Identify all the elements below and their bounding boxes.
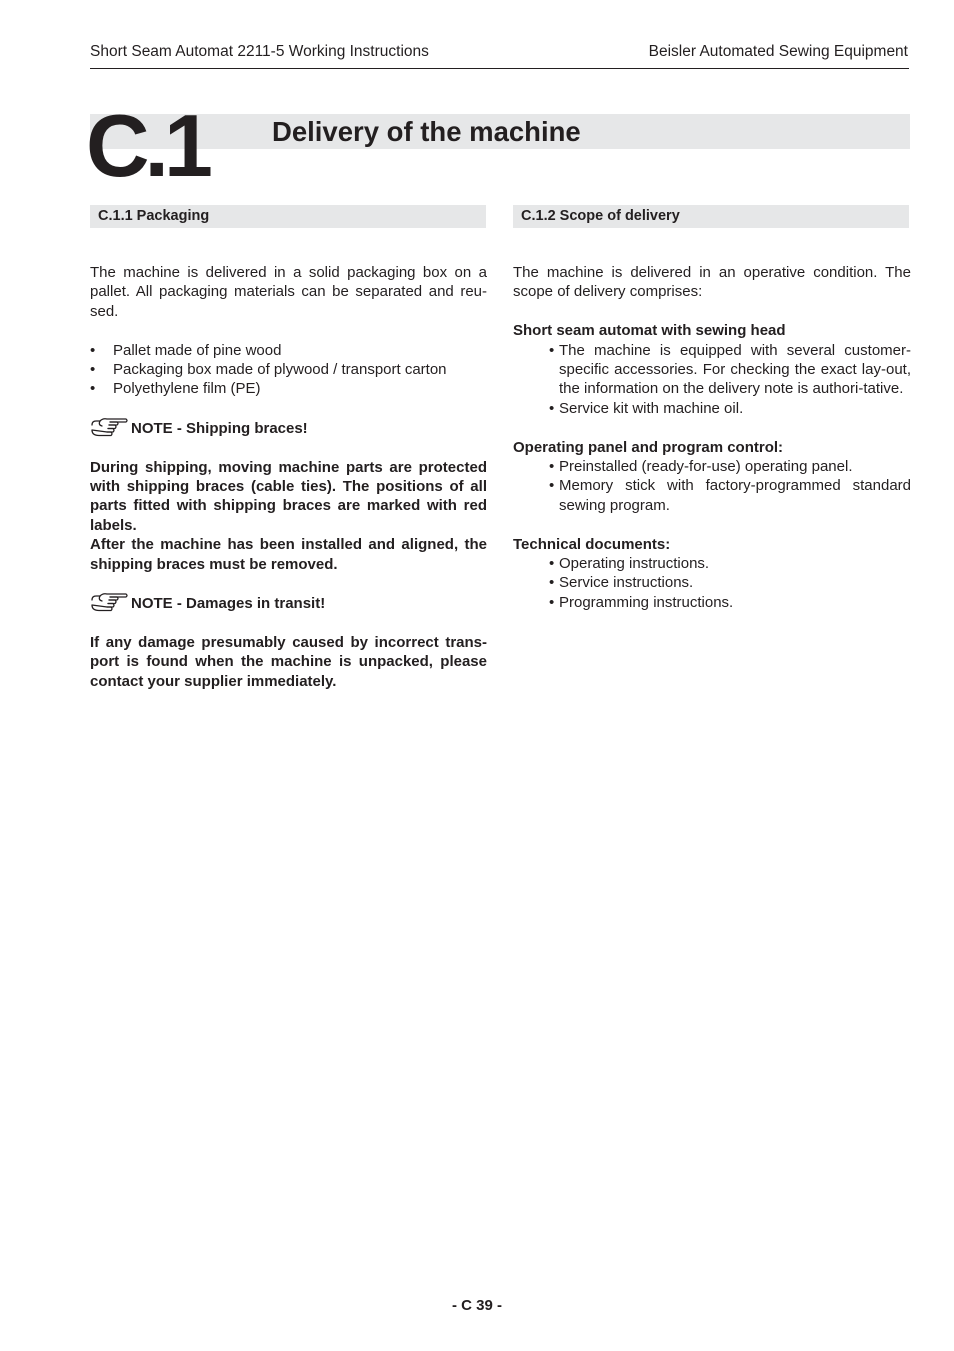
bullet: • — [549, 593, 555, 611]
section-heading-packaging: C.1.1 Packaging — [90, 205, 486, 228]
list-item: • Programming instructions. — [549, 593, 734, 611]
pointing-hand-icon — [90, 416, 128, 438]
note-text: During shipping, moving machine parts are protected with shipping braces (cable ties). The positions of all parts fitted with shipping braces are marked with red labels. — [90, 458, 487, 534]
section-heading-scope: C.1.2 Scope of delivery — [513, 205, 909, 228]
packaging-material-list — [90, 341, 487, 399]
list-item: • Service kit with machine oil. — [549, 399, 744, 417]
scope-group-title: Operating panel and program control: — [513, 438, 784, 456]
note-text: After the machine has been installed and aligned, the shipping braces must be removed. — [90, 536, 487, 573]
packaging-intro: The machine is delivered in a solid packaging box on a pallet. All packaging materials can be separated and reu-sed. — [90, 264, 487, 320]
scope-group-title: Technical documents: — [513, 535, 671, 553]
note-text: If any damage presumably caused by incorrect trans-port is found when the machine is unpacked, please contact your supplier immediately. — [90, 633, 487, 690]
running-header-right: Beisler Automated Sewing Equipment — [648, 43, 908, 60]
pointing-hand-icon — [90, 591, 128, 613]
list-item: • The machine is equipped with several customer-specific accessories. For checking the exact lay-out, the information on the delivery note is authori-tative. — [549, 341, 911, 398]
list-item: • Operating instructions. — [549, 555, 710, 573]
bullet: • — [549, 555, 555, 573]
bullet: • — [90, 380, 96, 398]
scope-group-title: Short seam automat with sewing head — [513, 322, 786, 340]
scope-column — [513, 263, 911, 612]
note-damages-in-transit — [90, 593, 487, 613]
note-title: NOTE - Shipping braces! — [131, 419, 308, 437]
scope-group-list — [513, 341, 911, 419]
bullet: • — [549, 399, 555, 417]
header-rule — [90, 68, 909, 69]
note-shipping-braces — [90, 418, 487, 438]
list-item: • Packaging box made of plywood / transport carton — [90, 361, 447, 379]
bullet: • — [90, 341, 96, 359]
page-number: - C 39 - — [451, 1297, 502, 1314]
note-title: NOTE - Damages in transit! — [131, 594, 326, 612]
bullet: • — [549, 458, 555, 476]
scope-group-list — [513, 554, 911, 612]
list-item: • Memory stick with factory-programmed standard sewing program. — [549, 477, 911, 514]
list-item: • Polyethylene film (PE) — [90, 380, 261, 398]
scope-group-list — [513, 457, 911, 515]
scope-intro: The machine is delivered in an operative condition. The scope of delivery comprises: — [513, 264, 911, 301]
bullet: • — [549, 477, 555, 495]
bullet: • — [549, 574, 555, 592]
bullet: • — [549, 341, 555, 359]
list-item: • Preinstalled (ready-for-use) operating panel. — [549, 458, 853, 476]
bullet: • — [90, 361, 96, 379]
running-header-left: Short Seam Automat 2211-5 Working Instructions — [90, 43, 429, 60]
list-item: • Service instructions. — [549, 574, 694, 592]
list-item: • Pallet made of pine wood — [90, 341, 282, 359]
chapter-number: C.1 — [86, 96, 208, 195]
chapter-title: Delivery of the machine — [272, 116, 581, 147]
packaging-column — [90, 263, 487, 691]
